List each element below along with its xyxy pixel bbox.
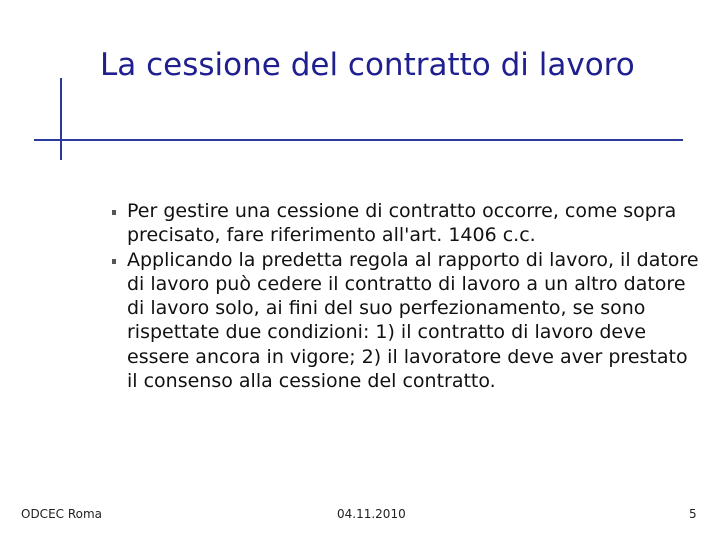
footer-date: 04.11.2010 bbox=[337, 507, 406, 521]
bullet-text: Applicando la predetta regola al rapporto di lavoro, il datore di lavoro può cedere il contratto di lavoro a un altro datore di lavoro solo, ai fini del suo perfezionamento, se sono rispettate due condizioni: 1) il contratto di lavoro deve essere ancora in vigore; 2) il lavoratore deve aver prestato il consenso alla cessione del contratto. bbox=[127, 248, 699, 393]
slide-title: La cessione del contratto di lavoro bbox=[100, 47, 635, 83]
footer-organization: ODCEC Roma bbox=[21, 507, 103, 521]
decorative-vertical-rule bbox=[60, 78, 62, 160]
page-number: 5 bbox=[689, 507, 697, 521]
bullet-text: Per gestire una cessione di contratto occorre, come sopra precisato, fare riferimento all'art. 1406 c.c. bbox=[127, 200, 677, 247]
square-bullet-icon bbox=[112, 259, 116, 264]
bullet-item bbox=[112, 248, 702, 394]
bullet-list bbox=[112, 199, 702, 393]
bullet-item bbox=[112, 199, 702, 248]
decorative-horizontal-rule bbox=[34, 139, 683, 141]
square-bullet-icon bbox=[112, 210, 116, 215]
